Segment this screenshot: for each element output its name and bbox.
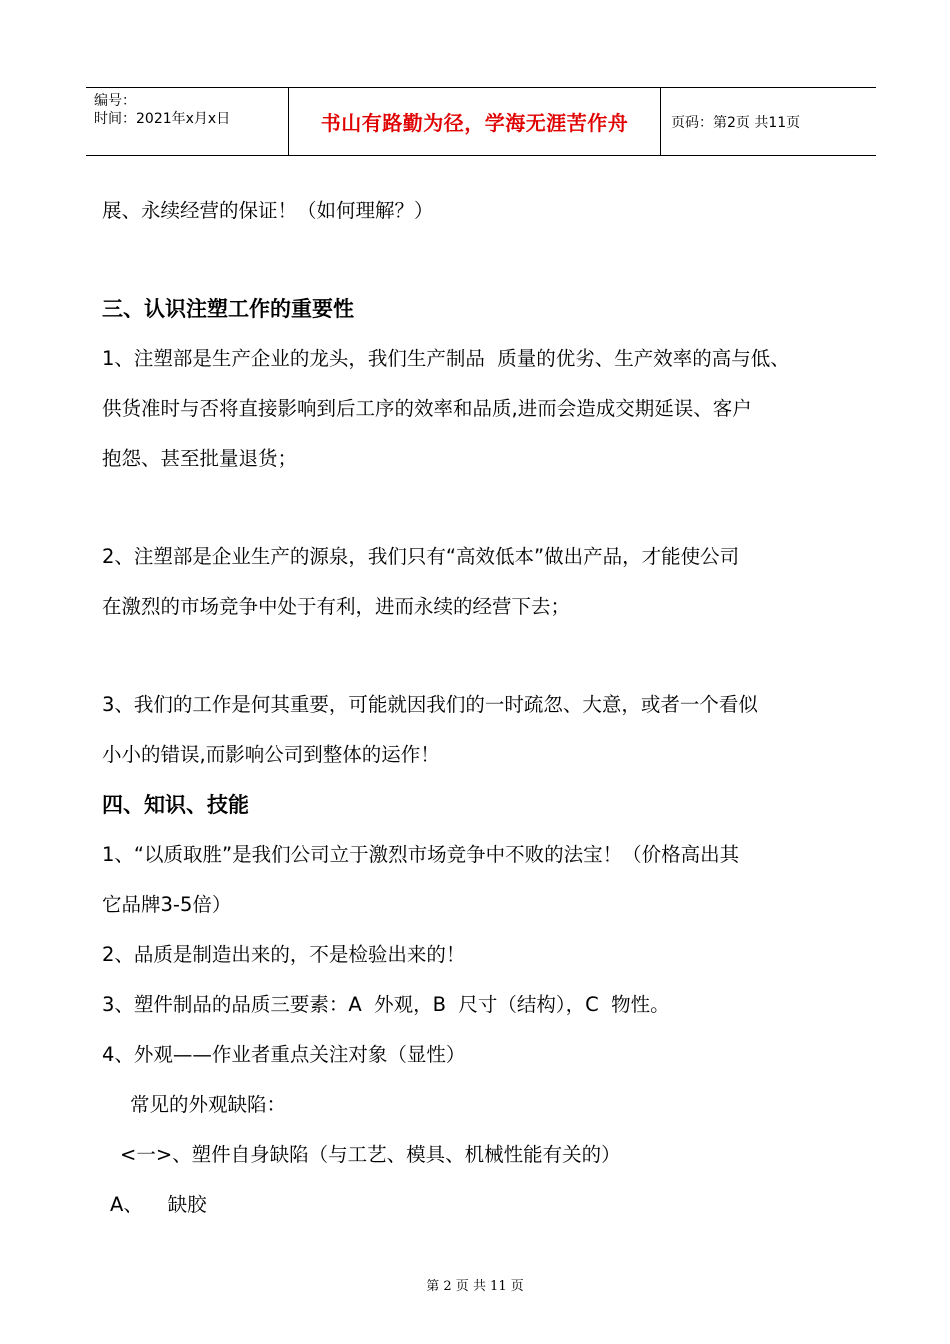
paragraph-line: 在激烈的市场竞争中处于有利，进而永续的经营下去；	[102, 595, 571, 618]
paragraph-line: 抱怨、甚至批量退货；	[102, 447, 298, 470]
paragraph-line: 1、注塑部是生产企业的龙头，我们生产制品 质量的优劣、生产效率的高与低、	[102, 347, 790, 370]
header-meta	[86, 88, 288, 155]
paragraph-line: 2、品质是制造出来的，不是检验出来的！	[102, 943, 466, 966]
header-motto: 书山有路勤为径，学海无涯苦作舟	[288, 88, 661, 155]
paragraph-line: <一>、塑件自身缺陷（与工艺、模具、机械性能有关的）	[120, 1143, 621, 1166]
paragraph-line: 4、外观——作业者重点关注对象（显性）	[102, 1043, 466, 1066]
paragraph-line: 小小的错误,而影响公司到整体的运作！	[102, 743, 440, 766]
paragraph-line: 1、“以质取胜”是我们公司立于激烈市场竞争中不败的法宝！（价格高出其	[102, 843, 740, 866]
section-heading-3: 三、认识注塑工作的重要性	[102, 297, 354, 321]
paragraph-line: A、 缺胶	[110, 1193, 207, 1216]
paragraph-line: 常见的外观缺陷：	[130, 1093, 287, 1116]
paragraph-line: 3、塑件制品的品质三要素：A 外观，B 尺寸（结构），C 物性。	[102, 993, 670, 1016]
paragraph-line: 2、注塑部是企业生产的源泉，我们只有“高效低本”做出产品，才能使公司	[102, 545, 740, 568]
paragraph-line: 供货准时与否将直接影响到后工序的效率和品质,进而会造成交期延误、客户	[102, 397, 752, 420]
section-heading-4: 四、知识、技能	[102, 793, 249, 817]
paragraph-line: 3、我们的工作是何其重要，可能就因我们的一时疏忽、大意，或者一个看似	[102, 693, 758, 716]
page-header	[86, 87, 876, 156]
header-page-number: 页码：第2页 共11页	[671, 114, 801, 131]
document-date: 时间：2021年x月x日	[94, 111, 231, 127]
page-footer: 第 2 页 共 11 页	[426, 1279, 524, 1294]
paragraph-line: 展、永续经营的保证！（如何理解？）	[102, 199, 434, 222]
document-number-label: 编号：	[94, 93, 136, 109]
paragraph-line: 它品牌3-5倍）	[102, 893, 232, 916]
